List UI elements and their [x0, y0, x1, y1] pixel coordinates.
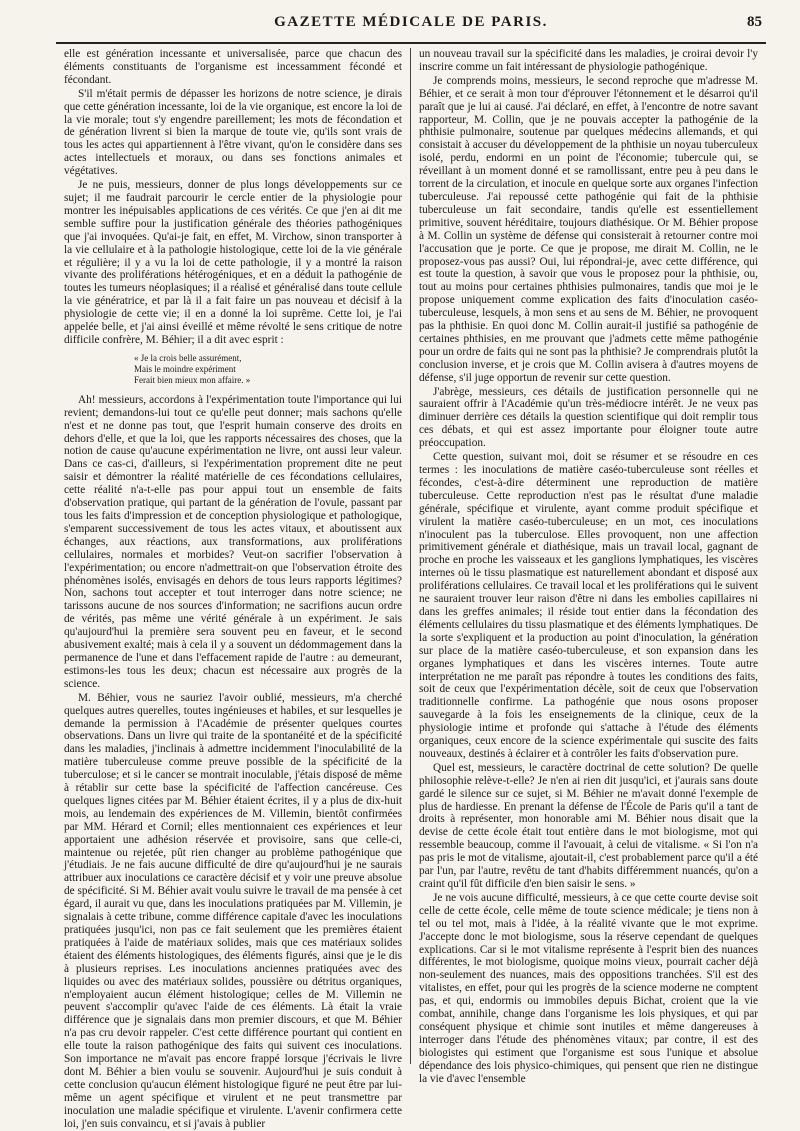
page-header	[56, 14, 766, 44]
paragraph: S'il m'était permis de dépasser les horizons de notre science, je dirais que cette génération incessante, loi de la vie organique, est encore la loi de la vie morale; tout s'y engendre pareillement; les mots de fécondation et de génération livrent si bien la marque de toute vie, qu'ils sont vrais de tous les actes qui appartiennent à l'être vivant, qu'on le considère dans ses actes intellectuels et moraux, ou dans ses fonctions animales et végétatives.	[64, 87, 402, 178]
right-column	[411, 48, 766, 1085]
paragraph: elle est génération incessante et universalisée, parce que chacun des éléments constituants de l'organisme est incessamment fécondé et fécondant.	[64, 48, 402, 86]
verse-quote	[134, 353, 402, 386]
paragraph: J'abrège, messieurs, ces détails de justification personnelle qui ne sauraient offrir à l'Académie qu'un très-médiocre intérêt. Je ne veux pas diminuer derrière ces détails la question scientifique qui doit remplir tous ces débats, et qui est assez importante pour éloigner toute autre préoccupation.	[419, 385, 758, 450]
paragraph: Quel est, messieurs, le caractère doctrinal de cette solution? De quelle philosophie relève-t-elle? Je n'en ai rien dit jusqu'ici, et j'aurais sans doute gardé le silence sur ce sujet, si M. Béhier ne m'avait donné l'exemple de plus de hardiesse. En prenant la défense de l'École de Paris qu'il a tant de droits à représenter, mon honorable ami M. Béhier nous disait que la devise de cette école était tout entière dans le mot biologisme, mot qui ressemble beaucoup, comme il l'avouait, à celui de vitalisme. « Si l'on n'a pas pris le mot de vitalisme, ajoutait-il, c'est probablement parce qu'il a été par l'un, par l'autre, revêtu de tant d'habits différemment nuancés, qu'on a craint qu'il fût difficile d'en bien saisir le sens. »	[419, 761, 758, 890]
paragraph: un nouveau travail sur la spécificité dans les maladies, je croirai devoir l'y inscrire comme un fait intéressant de physiologie pathogénique.	[419, 48, 758, 73]
paragraph: M. Béhier, vous ne sauriez l'avoir oublié, messieurs, m'a cherché quelques autres querelles, toutes ingénieuses et habiles, et sur lesquelles je demande la permission à l'Académie de présenter quelques courtes observations. Dans un livre qui traite de la spontanéité et de la spécificité dans les maladies, j'inclinais à admettre incidemment l'inoculabilité de la matière tuberculeuse comme preuve possible de la spécificité de la tuberculose; et si le cancer se montrait inoculable, j'étais disposé de même à rétablir sur cette base la spécificité de l'affection cancéreuse. Ces quelques lignes citées par M. Béhier étaient écrites, il y a plus de dix-huit mois, au lendemain des expériences de M. Villemin, bientôt confirmées par MM. Hérard et Cornil; elles mentionnaient ces expériences et leur apportaient une adhésion réservée et provisoire, sans que celle-ci, maintenue ou rejetée, pût rien changer au problème pathogénique que j'étudiais. Je ne fais aucune difficulté de dire qu'aujourd'hui je ne saurais attribuer aux inoculations ce caractère décisif et y voir une preuve absolue de spécificité. Si M. Béhier avait voulu suivre le travail de ma pensée à cet égard, il aurait vu que, dans les inoculations pratiquées par M. Villemin, je signalais à cette tribune, comme différence capitale d'avec les inoculations pratiquées jusqu'ici, non pas ce fait seulement que les premières étaient pratiquées à l'aide de matériaux solides, mais que ces matériaux solides étaient des éléments histologiques, des éléments figurés, ainsi que je le dis à plusieurs reprises. Les inoculations anciennes pratiquées avec des liquides ou avec des matériaux solides, poussière ou détritus organiques, n'employaient aucun élément histologique; celles de M. Villemin ne peuvent s'accomplir qu'avec l'aide de ces éléments. Là était la vraie différence que je signalais dans mon premier discours, et que M. Béhier n'a pas cru devoir rappeler. C'est cette différence pourtant qui contient en elle toute la raison pathogénique des faits qui suivent ces inoculations. Son importance ne m'avait pas encore frappé lorsque j'écrivais le livre dont M. Béhier a bien voulu se souvenir. Aujourd'hui je suis conduit à cette conclusion qu'aucun élément histologique figuré ne peut être par lui-même un agent spécifique et virulent et ne peut transmettre par inoculation une maladie spécifique et virulente. L'avenir confirmera cette loi, j'en suis convaincu, et si j'avais à publier	[64, 691, 402, 1130]
paragraph: Je comprends moins, messieurs, le second reproche que m'adresse M. Béhier, et ce serait à mon tour d'éprouver l'étonnement et le désarroi qu'il paraît que je lui ai causé. J'ai déclaré, en effet, à l'encontre de notre savant rapporteur, M. Collin, que je ne pouvais accepter la pathogénie de la phthisie pulmonaire, soutenue par quelques médecins allemands, et qui consistait à accuser du développement de la phthisie un noyau tuberculeux isolé, perdu, endormi en un point de l'économie; tubercule qui, se réveillant à un moment donné et se ramollissant, entre peu à peu dans le torrent de la circulation, et inocule en quelque sorte aux organes l'infection tuberculeuse. J'ai repoussé cette pathogénie qui fait de la phthisie tuberculeuse un fait secondaire, tandis qu'elle est essentiellement primitive, souvent héréditaire, toujours diathésique. Or M. Béhier propose à M. Collin un système de défense qui consisterait à retourner contre moi l'accusation que je porte. Ce que je propose, me dirait M. Collin, ne le proposez-vous pas aussi? Oui, lui répondrai-je, avec cette différence, qui est toute la question, à savoir que vous le proposez pour la phthisie, ou, tout au moins pour certaines phthisies pulmonaires, tandis que moi je le propose uniquement comme explication des faits d'inoculation caséo-tuberculeuse, lesquels, à mon sens et au sens de M. Béhier, ne provoquent pas la phthisie. En quoi donc M. Collin aurait-il justifié sa pathogénie de certaines phthisies, en me prouvant que j'admets cette même pathogénie pour un ordre de faits qui ne sont pas la phthisie? Je comprendrais plutôt la conclusion inverse, et je crois que M. Collin avisera à d'autres moyens de défense, s'il juge opportun de revenir sur cette question.	[419, 74, 758, 384]
verse-line: Ferait bien mieux mon affaire. »	[134, 374, 251, 385]
paragraph: Je ne vois aucune difficulté, messieurs, à ce que cette courte devise soit celle de cette école, celle même de toute science médicale; je tiens non à tel ou tel mot, mais à l'idée, à la réalité vivante que le mot exprime. J'accepte donc le mot biologisme, sous la réserve cependant de quelques explications. Car si le mot vitalisme représente à l'esprit bien des nuances différentes, le mot biologisme, quoique moins vieux, pourrait cacher déjà non-seulement des nuances, mais des oppositions tranchées. S'il est des vitalistes, en effet, pour qui les progrès de la science moderne ne comptent pas, et qui, endormis ou immobiles depuis Bichat, croient que la vie combat, annihile, change dans l'organisme les lois physiques, et qui par conséquent physique et chimie sont inutiles et même dangereuses à interroger dans l'étude des phénomènes vitaux; par contre, il est des biologistes qui estiment que l'organisme est sous l'unique et absolue dépendance des lois physico-chimiques, qui pensent que rien ne distingue la vie d'avec l'ensemble	[419, 891, 758, 1085]
paragraph: Ah! messieurs, accordons à l'expérimentation toute l'importance qui lui revient; demandons-lui tout ce qu'elle peut donner; mais sachons qu'elle n'est et ne donne pas tout, que l'esprit humain conserve des droits en dehors d'elle, et que la loi, que les rapports nécessaires des choses, que la notion de cause qu'aucune expérimentation ne livre, ont aussi leur valeur. Dans ce cas-ci, d'ailleurs, si l'expérimentation proprement dite ne peut saisir et démontrer la réalité matérielle de ces fécondations cellulaires, cette réalité n'a-t-elle pas pour appui tout un ensemble de faits d'observation pratique, qui partant de la génération de l'ovule, passant par tous les faits d'impression et de conception physiologique et pathologique, s'emparent successivement de tous les actes vitaux, et aboutissent aux échanges, aux réactions, aux transformations, aux proliférations cellulaires, normales et morbides? Veut-on sacrifier l'observation à l'expérimentation; ou encore n'admettrait-on que l'observation étroite des phénomènes isolés, envisagés en dehors de tous leurs rapports légitimes? Non, sachons tout accepter et tout interroger dans notre science; ne tarissons aucune de nos sources d'information; ne sacrifions aucun ordre de vérités, pas même une vérité générale à un expériment. Je sais qu'aujourd'hui la première sera souvent peu en faveur, et le second abusivement exalté; mais à cela il y a souvent un dédommagement dans la permanence de l'une et dans l'effacement rapide de l'autre : au demeurant, estimons-les tous les deux; chacun est nécessaire aux progrès de la science.	[64, 393, 402, 690]
verse-line: Mais le moindre expériment	[134, 363, 236, 374]
paragraph: Cette question, suivant moi, doit se résumer et se résoudre en ces termes : les inoculations de matière caséo-tuberculeuse sont réelles et fécondes, c'est-à-dire déterminent une reproduction de matière tuberculeuse. Cette reproduction n'est pas le résultat d'une maladie générale, spécifique et virulente, ayant comme produit spécifique et virulent la matière caséo-tuberculeuse; en un mot, ces inoculations n'inoculent pas la tuberculose. Elles provoquent, non une affection primitivement générale et diathésique, mais un travail local, gagnant de proche en proche les vaisseaux et les ganglions lymphatiques, les viscères internes où le tissu plasmatique est naturellement abondant et disposé aux proliférations cellulaires. Ce travail local et les proliférations qui le suivent ne sauraient trouver leur raison d'être ni dans les embolies capillaires ni dans les greffes animales; il réside tout entier dans la fécondation des éléments cellulaires du tissu plasmatique et des éléments lymphatiques. De la sorte s'expliquent et la production au point d'inoculation, la génération sur place de la matière caséo-tuberculeuse, et son expansion dans les organes lymphatiques et dans les viscères internes. Toute autre interprétation ne me paraît pas répondre à toutes les conditions des faits, soit de ceux que l'expérimentation décèle, soit de ceux que l'observation traditionnelle confirme. La pathogénie que nous osons proposer sauvegarde à la fois les enseignements de la clinique, ceux de la physiologie intime et profonde qui s'attache à l'étude des éléments organiques, ceux encore de la science expérimentale qui suscite des faits nouveaux, destinés à éclairer et à contrôler les faits d'observation pure.	[419, 451, 758, 760]
verse-line: « Je la crois belle assurément,	[134, 352, 242, 363]
page-number: 85	[747, 14, 762, 30]
left-column	[56, 48, 411, 1130]
paragraph: Je ne puis, messieurs, donner de plus longs développements sur ce sujet; il me faudrait parcourir le cercle entier de la physiologie pour montrer les inépuisables applications de ces vérités. Ce que j'en ai dit me semble suffire pour la justification générale des théories pathogéniques que j'ai invoquées. Qu'ai-je fait, en effet, M. Virchow, sinon transporter à la vie cellulaire et à la pathologie histologique, cette loi de la vie générale et régulière; il y a vu la loi de cette pathologie, il y a montré la raison vivante des proliférations hétérogéniques, et en a déduit la pathogénie de toutes les tumeurs néoplasiques; il a réalisé et généralisé dans toute cellule la vie génératrice, et par là il a fait faire un pas nouveau et décisif à la physiologie de cette vie; il en a donné la loi suprême. Cette loi, je l'ai appelée belle, et j'ai ainsi éveillé et même révolté le sens critique de notre difficile confrère, M. Béhier; il a dit avec esprit :	[64, 179, 402, 346]
journal-title: GAZETTE MÉDICALE DE PARIS.	[274, 14, 548, 30]
text-columns	[56, 48, 766, 1130]
